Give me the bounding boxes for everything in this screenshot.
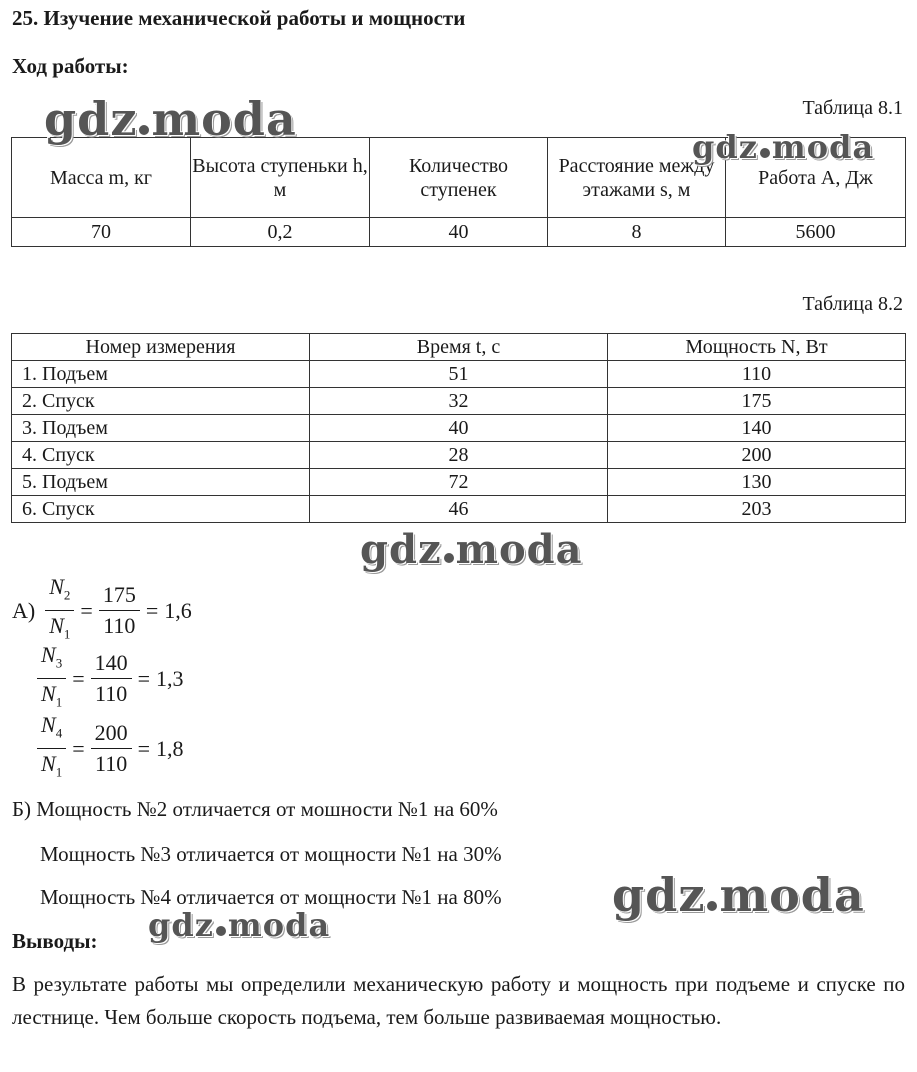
table2-cell: 32	[310, 388, 608, 415]
table2-cell: 72	[310, 469, 608, 496]
table2-header: Время t, с	[310, 334, 608, 361]
progress-heading: Ход работы:	[12, 54, 129, 78]
table-row	[12, 469, 906, 496]
table-row	[12, 361, 906, 388]
table2-cell: 110	[608, 361, 906, 388]
table-8-2	[11, 333, 906, 523]
watermark: gdz moda	[360, 526, 583, 573]
part-b-line: Мощность №4 отличается от мощности №1 на 80%	[40, 885, 502, 909]
conclusions-heading: Выводы:	[12, 929, 98, 953]
table1-cell: 0,2	[191, 218, 370, 247]
table1-header: Высота ступеньки h, м	[191, 138, 370, 218]
watermark: gdz moda	[692, 128, 875, 166]
part-b-line: Мощность №3 отличается от мощности №1 на 30%	[40, 842, 502, 866]
table1-cell: 8	[548, 218, 726, 247]
equation-n4-n1: $\frac{N_4}{N_1}$ = $\frac{200}{110}$ = 1,8	[37, 710, 184, 788]
table2-cell: 46	[310, 496, 608, 523]
table-row	[12, 496, 906, 523]
table2-cell: 175	[608, 388, 906, 415]
table1-header: Количество ступенек	[370, 138, 548, 218]
table2-cell: 40	[310, 415, 608, 442]
table2-cell: 4. Спуск	[12, 442, 310, 469]
table1-header: Расстояние между этажами s, м	[548, 138, 726, 218]
table2-cell: 2. Спуск	[12, 388, 310, 415]
table2-caption: Таблица 8.2	[802, 293, 903, 315]
watermark: gdz moda	[44, 92, 297, 146]
table2-cell: 203	[608, 496, 906, 523]
table2-cell: 51	[310, 361, 608, 388]
table-row	[12, 442, 906, 469]
table2-cell: 6. Спуск	[12, 496, 310, 523]
table1-cell: 5600	[726, 218, 906, 247]
watermark: gdz moda	[612, 868, 865, 922]
table2-cell: 3. Подъем	[12, 415, 310, 442]
table-row	[12, 388, 906, 415]
equation-n2-n1: А) $\frac{N_2}{N_1}$ = $\frac{175}{110}$ = 1,6	[12, 574, 192, 642]
table2-cell: 1. Подъем	[12, 361, 310, 388]
table2-cell: 140	[608, 415, 906, 442]
equation-n3-n1: $\frac{N_3}{N_1}$ = $\frac{140}{110}$ = 1,3	[37, 640, 184, 718]
table2-header: Мощность N, Вт	[608, 334, 906, 361]
table1-caption: Таблица 8.1	[802, 97, 903, 119]
table2-cell: 200	[608, 442, 906, 469]
table1-header: Масса m, кг	[12, 138, 191, 218]
watermark: gdz moda	[148, 906, 331, 944]
conclusions-text: В результате работы мы определили механическую работу и мощность при подъеме и спуске по лестнице. Чем больше скорость подъема, тем больше развиваемая мощностью.	[12, 972, 905, 1029]
table1-cell: 40	[370, 218, 548, 247]
table2-cell: 5. Подъем	[12, 469, 310, 496]
table2-cell: 130	[608, 469, 906, 496]
table1-cell: 70	[12, 218, 191, 247]
table-row	[12, 415, 906, 442]
table2-cell: 28	[310, 442, 608, 469]
page-title: 25. Изучение механической работы и мощности	[12, 6, 466, 30]
part-a-label: А)	[12, 597, 36, 623]
part-b-line: Б) Мощность №2 отличается от мошности №1 на 60%	[12, 797, 498, 821]
table1-header: Работа A, Дж	[726, 138, 906, 218]
table2-header: Номер измерения	[12, 334, 310, 361]
